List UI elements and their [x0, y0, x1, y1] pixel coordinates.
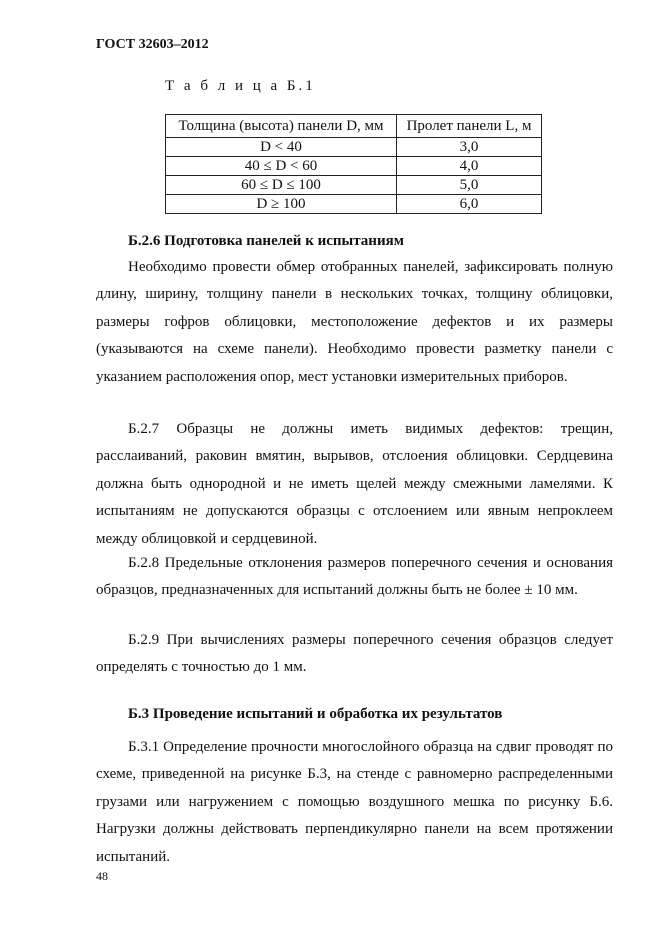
paragraph-b29 [96, 627, 613, 682]
table-cell-thickness: 60 ≤ D ≤ 100 [166, 176, 397, 195]
table-cell-span: 4,0 [397, 157, 542, 176]
paragraph-b28-text: Б.2.8 Предельные отклонения размеров поперечного сечения и основания образцов, предназначенных для испытаний должны быть не более ± 10 мм. [96, 555, 613, 599]
paragraph-b28 [96, 550, 613, 605]
document-code: ГОСТ 32603–2012 [96, 37, 209, 52]
table-header-span: Пролет панели L, м [397, 115, 542, 138]
table-cell-span: 5,0 [397, 176, 542, 195]
table-row [166, 176, 542, 195]
paragraph-b31-text: Б.3.1 Определение прочности многослойного образца на сдвиг проводят по схеме, приведенной на рисунке Б.3, на стенде с равномерно распределенными грузами или нагружением с помощью воздушного мешка по рисунку Б.6. Нагрузки должны действовать перпендикулярно панели на всем протяжении испытаний. [96, 739, 613, 865]
paragraph-b26-text: Необходимо провести обмер отобранных панелей, зафиксировать полную длину, ширину, толщину панели в нескольких точках, толщину облицовки, размеры гофров облицовки, местоположение дефектов и их размеры (указываются на схеме панели). Необходимо провести разметку панели с указанием расположения опор, мест установки измерительных приборов. [96, 259, 613, 385]
section-heading-b26: Б.2.6 Подготовка панелей к испытаниям [128, 233, 404, 249]
section-heading-b3: Б.3 Проведение испытаний и обработка их результатов [128, 706, 503, 722]
table-title: Т а б л и ц а Б.1 [165, 78, 316, 94]
table-cell-thickness: D ≥ 100 [166, 195, 397, 214]
table-row [166, 157, 542, 176]
paragraph-b27 [96, 416, 613, 553]
paragraph-b27-text: Б.2.7 Образцы не должны иметь видимых дефектов: трещин, расслаиваний, раковин вмятин, вырывов, отслоения облицовки. Сердцевина должна быть однородной и не иметь щелей между смежными ламелями. К испытаниям не допускаются образцы с отслоением или явным непроклеем между облицовкой и сердцевиной. [96, 421, 613, 547]
table-cell-thickness: D < 40 [166, 138, 397, 157]
table-row [166, 138, 542, 157]
table-row [166, 195, 542, 214]
paragraph-b31 [96, 734, 613, 871]
panel-span-table [165, 114, 542, 214]
page-number: 48 [96, 869, 108, 883]
table-header-thickness: Толщина (высота) панели D, мм [166, 115, 397, 138]
table-cell-thickness: 40 ≤ D < 60 [166, 157, 397, 176]
table-header-row [166, 115, 542, 138]
table-cell-span: 3,0 [397, 138, 542, 157]
table-cell-span: 6,0 [397, 195, 542, 214]
paragraph-b29-text: Б.2.9 При вычислениях размеры поперечного сечения образцов следует определять с точностью до 1 мм. [96, 632, 613, 676]
paragraph-b26 [96, 254, 613, 391]
